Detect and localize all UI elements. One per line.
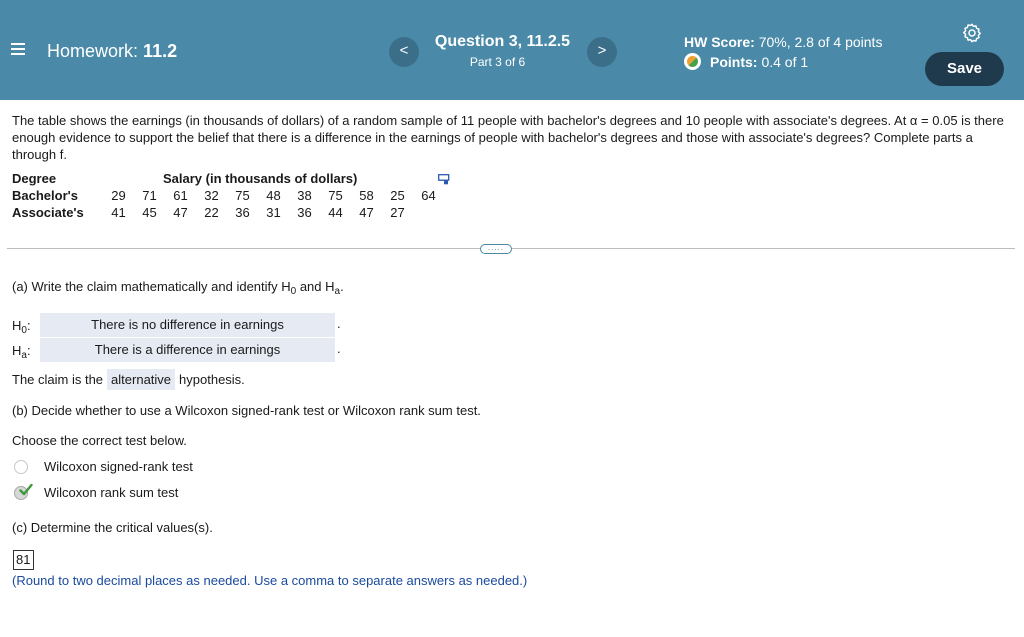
option-label: Wilcoxon signed-rank test (44, 459, 193, 474)
expand-button[interactable]: ..... (480, 244, 512, 254)
points-value: 0.4 of 1 (761, 53, 809, 70)
table-row (12, 204, 444, 221)
rounding-hint: (Round to two decimal places as needed. Use a comma to separate answers as needed.) (12, 573, 528, 588)
row-label: Bachelor's (12, 188, 78, 203)
table-cell: 58 (359, 188, 374, 203)
table-cell: 47 (173, 205, 188, 220)
row-label: Associate's (12, 205, 84, 220)
points-row: Points: 0.4 of 1 (684, 53, 808, 70)
table-cell: 29 (111, 188, 126, 203)
salary-table (12, 170, 444, 221)
claim-answer[interactable]: alternative (107, 369, 175, 390)
table-cell: 75 (328, 188, 343, 203)
copy-data-icon[interactable] (438, 174, 450, 185)
table-cell: 25 (390, 188, 405, 203)
option-label: Wilcoxon rank sum test (44, 485, 179, 500)
table-cell: 27 (390, 205, 405, 220)
part-c-prompt: (c) Determine the critical values(s). (12, 520, 213, 535)
null-hypothesis-answer[interactable]: There is no difference in earnings (40, 313, 335, 337)
top-bar (0, 0, 1024, 100)
period: . (337, 341, 341, 356)
radio-button-selected[interactable] (14, 486, 28, 500)
table-cell: 48 (266, 188, 281, 203)
hw-score-value: 70%, 2.8 of 4 points (758, 34, 883, 50)
table-cell: 32 (204, 188, 219, 203)
question-title: Question 3, 11.2.5 (434, 33, 571, 50)
table-cell: 75 (235, 188, 250, 203)
homework-title: Homework: 11.2 (47, 41, 178, 61)
ha-label: $H_a$: (12, 343, 31, 361)
critical-value-input[interactable]: 81 (13, 550, 34, 570)
partial-credit-icon (684, 53, 701, 70)
option-signed-rank[interactable] (14, 459, 193, 474)
next-question-button[interactable]: > (587, 37, 617, 67)
table-cell: 31 (266, 205, 281, 220)
h0-label: $H_0$: (12, 318, 31, 336)
hamburger-icon[interactable] (11, 43, 25, 57)
gear-icon[interactable] (961, 22, 983, 44)
table-cell: 61 (173, 188, 188, 203)
homework-number: 11.2 (143, 41, 178, 61)
table-cell: 44 (328, 205, 343, 220)
hw-score: HW Score: 70%, 2.8 of 4 points (684, 34, 883, 50)
salary-header: Salary (in thousands of dollars) (163, 171, 358, 186)
table-cell: 22 (204, 205, 219, 220)
table-cell: 64 (421, 188, 436, 203)
alternative-hypothesis-answer[interactable]: There is a difference in earnings (40, 338, 335, 362)
part-b-prompt: (b) Decide whether to use a Wilcoxon signed-rank test or Wilcoxon rank sum test. (12, 403, 481, 418)
part-a-prompt: (a) Write the claim mathematically and identify $H_0$ and $H_a$. (12, 279, 344, 297)
table-cell: 36 (235, 205, 250, 220)
table-cell: 41 (111, 205, 126, 220)
table-cell: 36 (297, 205, 312, 220)
period: . (337, 316, 341, 331)
table-cell: 47 (359, 205, 374, 220)
problem-statement: The table shows the earnings (in thousands of dollars) of a random sample of 11 people with bachelor's degrees and 10 people with associate's degrees. At α = 0.05 is there enough evidence to support the belief that there is a difference in the earnings of people with bachelor's degrees and those with associate's degrees? Complete parts a through f. (12, 113, 1004, 162)
table-cell: 38 (297, 188, 312, 203)
previous-question-button[interactable]: < (389, 37, 419, 67)
table-cell: 45 (142, 205, 157, 220)
save-button[interactable]: Save (925, 52, 1004, 86)
radio-button[interactable] (14, 460, 28, 474)
question-part: Part 3 of 6 (469, 55, 526, 69)
table-row (12, 187, 444, 204)
choose-instruction: Choose the correct test below. (12, 433, 187, 448)
degree-header: Degree (12, 171, 57, 186)
claim-row: The claim is the alternative hypothesis. (12, 369, 245, 390)
option-rank-sum[interactable] (14, 485, 178, 500)
check-icon (19, 483, 33, 497)
table-cell: 71 (142, 188, 157, 203)
table-header-row (12, 170, 444, 187)
